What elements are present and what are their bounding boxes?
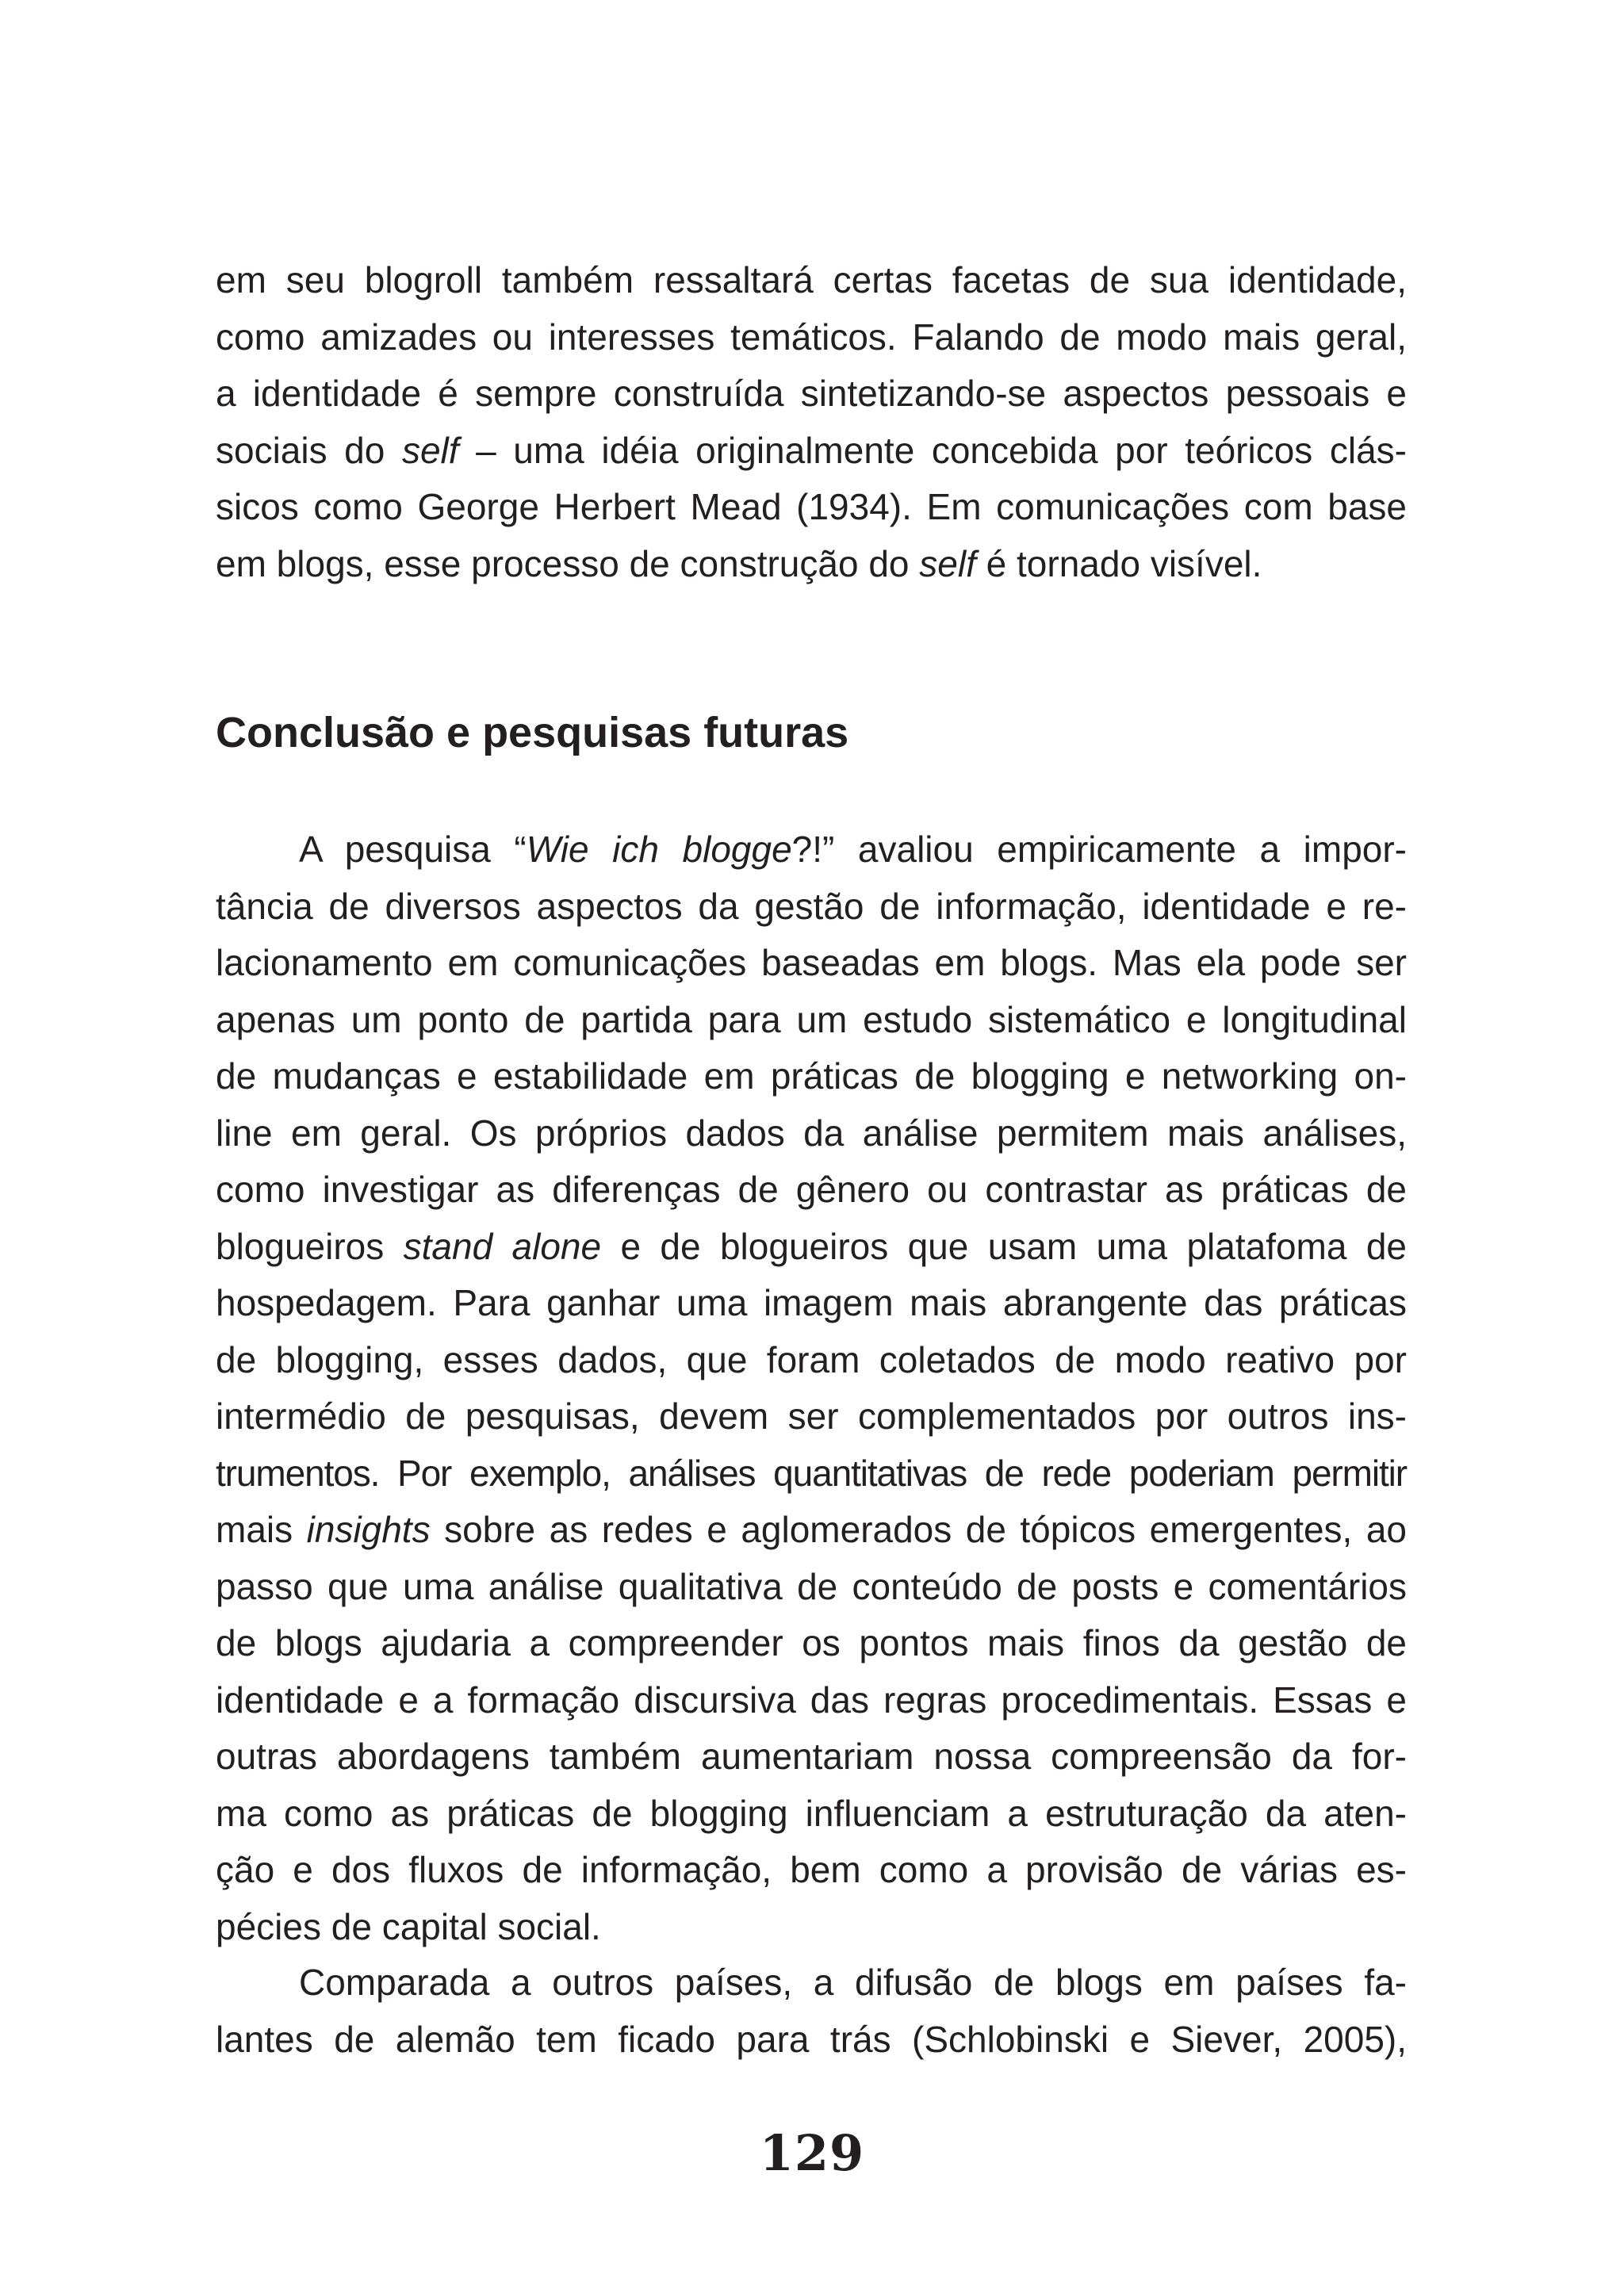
text-run: apenas um ponto de partida para um estudo sistemático e longitudinal [216,998,1407,1040]
italic-term: self [919,542,976,584]
text-run: trumentos. Por exemplo, análises quantitativas de rede poderiam permitir [216,1452,1407,1494]
text-line [216,252,1407,309]
text-run: blogueiros [216,1225,404,1267]
italic-term: stand alone [403,1225,602,1267]
text-line [216,1388,1407,1445]
text-run: de blogging, esses dados, que foram coletados de modo reativo por [216,1338,1407,1380]
text-run: em blogs, esse processo de construção do [216,542,920,584]
text-run: pécies de capital social. [216,1905,601,1947]
text-line [216,1275,1407,1332]
text-run: ma como as práticas de blogging influenciam a estruturação da aten- [216,1792,1407,1834]
italic-term: insights [306,1509,431,1550]
text-line [216,1105,1407,1162]
text-line [216,536,1407,593]
text-run: a identidade é sempre construída sintetizando-se aspectos pessoais e [216,373,1407,414]
section-heading: Conclusão e pesquisas futuras [216,709,849,756]
text-line [216,479,1407,536]
text-run: passo que uma análise qualitativa de conteúdo de posts e comentários [216,1565,1407,1607]
body-paragraph-3 [216,1954,1407,2068]
text-run: line em geral. Os próprios dados da análise permitem mais análises, [216,1112,1407,1154]
text-line [216,1842,1407,1899]
text-run: como investigar as diferenças de gênero ou contrastar as práticas de [216,1169,1407,1210]
text-line [216,821,1407,879]
text-run: identidade e a formação discursiva das regras procedimentais. Essas e [216,1679,1407,1721]
text-line [216,1954,1407,2012]
text-line [216,1899,1407,1956]
text-line [216,1332,1407,1389]
text-run: hospedagem. Para ganhar uma imagem mais abrangente das práticas [216,1282,1407,1323]
text-run: como amizades ou interesses temáticos. Falando de modo mais geral, [216,316,1407,358]
text-run: lantes de alemão tem ficado para trás (Schlobinski e Siever, 2005), [216,2018,1407,2060]
text-line [216,1219,1407,1276]
page-number: 129 [759,2124,865,2182]
text-line [216,1162,1407,1219]
text-line [216,879,1407,936]
text-line [216,309,1407,366]
text-line [216,935,1407,992]
text-line [216,366,1407,423]
italic-term: self [401,429,459,471]
text-run: é tornado visível. [975,542,1262,584]
text-run: intermédio de pesquisas, devem ser complementados por outros ins- [216,1395,1407,1437]
text-run: sicos como George Herbert Mead (1934). Em comunicações com base [216,486,1407,527]
text-run: A pesquisa “ [299,829,527,870]
text-run: outras abordagens também aumentariam nossa compreensão da for- [216,1736,1407,1777]
text-line [216,2012,1407,2069]
italic-term: Wie ich blogge [526,829,792,870]
text-run: mais [216,1509,307,1550]
text-line [216,1672,1407,1729]
text-line [216,1615,1407,1672]
text-run: sociais do [216,429,402,471]
text-line [216,1559,1407,1616]
text-line [216,1048,1407,1105]
text-run: ?!” avaliou empiricamente a impor- [791,829,1407,870]
text-run: lacionamento em comunicações baseadas em blogs. Mas ela pode ser [216,942,1407,983]
text-run: em seu blogroll também ressaltará certas facetas de sua identidade, [216,259,1407,301]
text-line [216,1786,1407,1843]
text-line [216,992,1407,1049]
text-run: tância de diversos aspectos da gestão de informação, identidade e re- [216,885,1407,927]
text-run: – uma idéia originalmente concebida por teóricos clás- [458,429,1407,471]
text-run: de blogs ajudaria a compreender os pontos mais finos da gestão de [216,1622,1407,1663]
text-line [216,1728,1407,1786]
body-paragraph-2 [216,821,1407,1955]
text-run: ção e dos fluxos de informação, bem como a provisão de várias es- [216,1849,1407,1890]
text-line [216,1445,1407,1503]
text-run: e de blogueiros que usam uma platafoma de [601,1225,1407,1267]
text-run: sobre as redes e aglomerados de tópicos emergentes, ao [430,1509,1407,1550]
text-run: de mudanças e estabilidade em práticas de blogging e networking on- [216,1055,1407,1097]
text-line [216,1502,1407,1559]
text-run: Comparada a outros países, a difusão de blogs em países fa- [299,1962,1407,2003]
body-paragraph-1 [216,252,1407,592]
text-line [216,423,1407,480]
